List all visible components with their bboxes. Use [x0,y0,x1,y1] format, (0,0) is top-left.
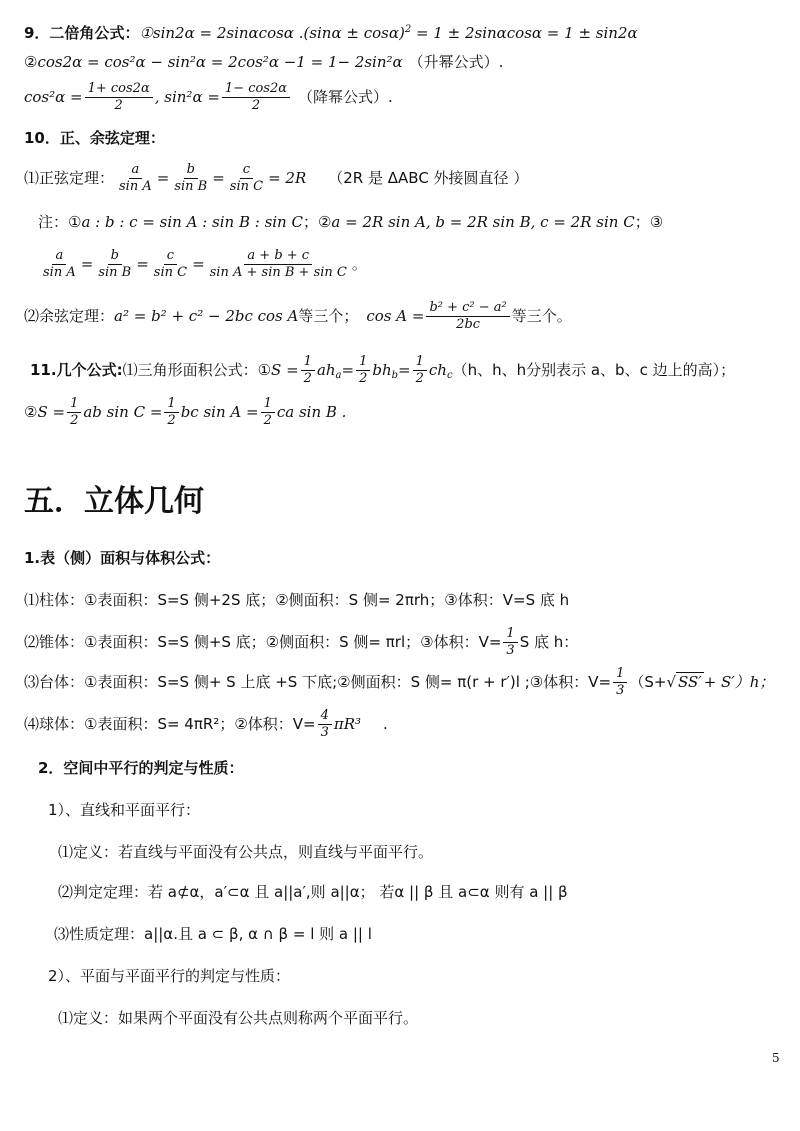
section-1-heading: 1.表（侧）面积与体积公式： [24,549,221,567]
frustum-formula: ⑶台体：①表面积：S=S 侧+ S 上底 +S 下底;②侧面积：S 侧= π(r + r′)l ;③体积：V= $\frac{1}{3}$ （S+√ SS′ + S′）h； [24,666,775,698]
section-9-heading: 9．二倍角公式：①sin2α = 2sinαcosα $.(\sin\alpha \pm \cos\alpha)^2 = 1 \pm 2\sin\alpha\cos\alpha = 1 \pm \sin 2\alpha$ [24,24,638,42]
property-theorem: ⑶性质定理：a||α.且 a ⊂ β, α ∩ β = l 则 a || l [54,925,372,943]
sine-law: ⑴正弦定理： $\frac{a}{\text{sin A}}$ = $\frac{b}{\text{sin B}}$ = $\frac{c}{\text{sin C}}$ = 2R （2R 是 ΔABC 外接圆直径 ） [24,162,529,194]
cosine-law: ⑵余弦定理：a² = b² + c² − 2bc cos A等三个； cos A = $\frac{\text{b² + c² − a²}}{2bc}$ 等三个。 [24,300,572,332]
section-9-line-3: cos²α = $\frac{1+ \cos 2\alpha}{2}$ , sin²α = $\frac{1- \cos 2\alpha}{2}$ （降幂公式）. [24,81,393,113]
cylinder-formula: ⑴柱体：①表面积：S=S 侧+2S 底；②侧面积：S 侧= 2πrh；③体积：V=S 底 h [24,591,570,609]
section-2-heading: 2．空间中平行的判定与性质： [38,759,244,777]
sine-law-ratio: $\frac{a}{\text{sin A}}$ = $\frac{b}{\text{sin B}}$ = $\frac{c}{\text{sin C}}$ = $\frac{a + b + c}{\text{sin A + sin B + sin C}}$ 。 [43,248,367,280]
section-10-heading: 10．正、余弦定理： [24,129,165,147]
definition-plane-plane: ⑴定义：如果两个平面没有公共点则称两个平面平行。 [58,1009,419,1027]
page-number: 5 [772,1051,780,1065]
definition-line-plane: ⑴定义：若直线与平面没有公共点，则直线与平面平行。 [58,843,434,861]
subsection-line-plane: 1）、直线和平面平行： [48,801,201,819]
sine-law-note: 注：①a : b : c = sin A : sin B : sin C；②a = 2R sin A, b = 2R sin B, c = 2R sin C；③ [38,213,664,231]
sphere-formula: ⑷球体：①表面积：S= 4πR²；②体积：V= $\frac{4}{3}$ πR³ . [24,708,388,740]
section-11-line-1: 11.几个公式:⑴三角形面积公式：①S = $\frac{1}{2}$ $ah_a=$ $\frac{1}{2}$ $bh_b=$ $\frac{1}{2}$ $ch_c(h$、h、h分别表示 a、b、c 边上的高）； [30,354,736,386]
section-11-line-2: ②S = $\frac{1}{2}$ ab sin C = $\frac{1}{2}$ bc sin A = $\frac{1}{2}$ ca sin B . [24,396,347,428]
chapter-5-title: 五．立体几何 [24,484,204,519]
cone-formula: ⑵锥体：①表面积：S=S 侧+S 底；②侧面积：S 侧= πrl；③体积：V= $\frac{1}{3}$ S 底 h： [24,626,579,658]
section-9-line-2: ②cos2α = cos²α − sin²α = 2cos²α −1 = 1− 2sin²α （升幂公式）. [24,53,504,71]
subsection-plane-plane: 2）、平面与平面平行的判定与性质： [48,967,291,985]
judgement-theorem: ⑵判定定理：若 a⊄α，a′⊂α 且 a||a′,则 a||α； 若α || β 且 a⊂α 则有 a || β [58,883,568,901]
